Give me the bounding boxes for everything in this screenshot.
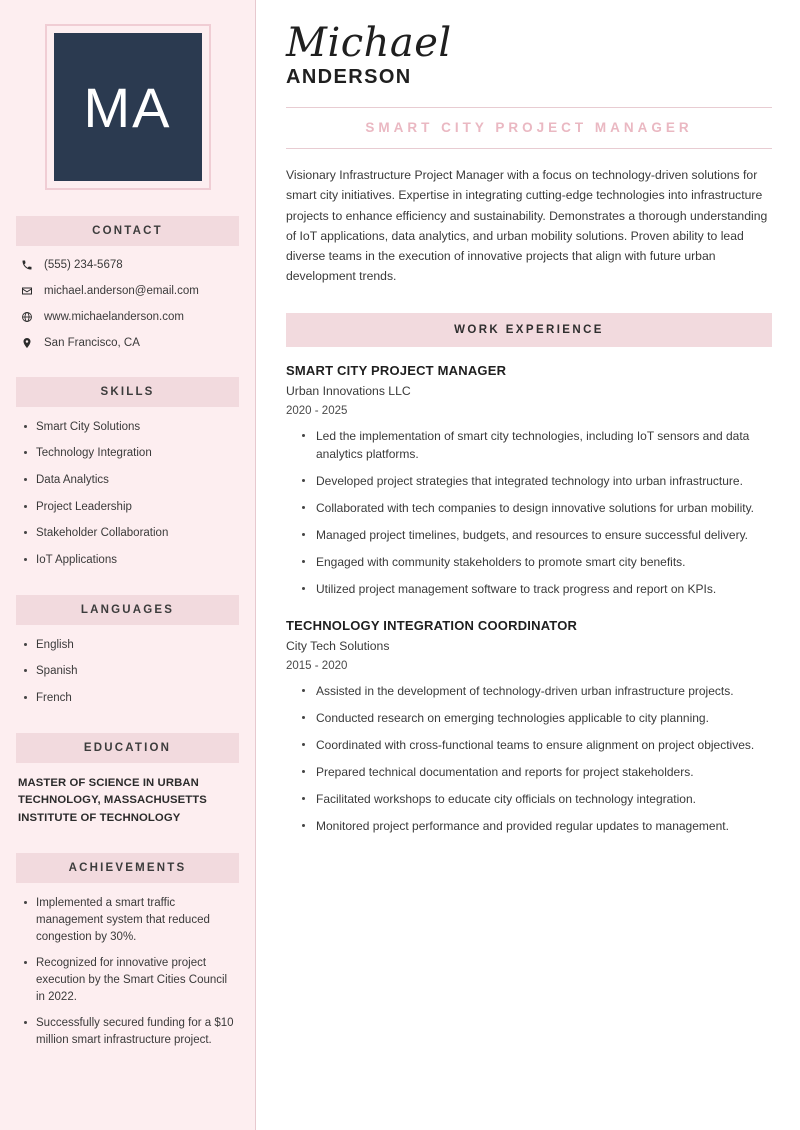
list-item: Stakeholder Collaboration [22,525,239,542]
list-item: English [22,637,239,654]
list-item: Monitored project performance and provided regular updates to management. [302,817,772,835]
job-role: TECHNOLOGY INTEGRATION COORDINATOR [286,617,578,633]
job-company: Urban Innovations LLC [286,383,411,398]
sidebar [0,0,256,1130]
contact-website-text: www.michaelanderson.com [44,310,184,323]
job-bullet-list [286,427,772,598]
list-item: IoT Applications [22,552,239,569]
list-item: Project Leadership [22,499,239,516]
list-item: Utilized project management software to track progress and report on KPIs. [302,580,772,598]
contact-item-location [20,336,239,351]
list-item: French [22,690,239,707]
main-content [256,0,800,1130]
monogram-frame [45,24,211,190]
first-name: Michael [286,20,452,66]
list-item: Prepared technical documentation and reports for project stakeholders. [302,763,772,781]
experience-entry [286,363,772,598]
achievements-list [16,895,239,1048]
globe-icon [20,311,34,323]
list-item: Coordinated with cross-functional teams to ensure alignment on project objectives. [302,736,772,754]
monogram-initials: MA [83,75,172,139]
job-dates: 2015 - 2020 [286,659,348,672]
list-item: Recognized for innovative project execution by the Smart Cities Council in 2022. [22,955,239,1005]
skills-list [16,419,239,569]
contact-list [16,258,239,351]
page-title: SMART CITY PROJECT MANAGER [365,120,693,135]
list-item: Facilitated workshops to educate city officials on technology integration. [302,790,772,808]
list-item: Assisted in the development of technology-driven urban infrastructure projects. [302,682,772,700]
contact-item-phone [20,258,239,273]
languages-list [16,637,239,707]
contact-email-text: michael.anderson@email.com [44,284,199,297]
job-company: City Tech Solutions [286,638,390,653]
list-item: Implemented a smart traffic management system that reduced congestion by 30%. [22,895,239,945]
list-item: Spanish [22,663,239,680]
job-dates: 2020 - 2025 [286,404,348,417]
skills-heading: SKILLS [16,377,239,407]
list-item: Successfully secured funding for a $10 million smart infrastructure project. [22,1015,239,1048]
location-pin-icon [20,337,34,349]
job-bullet-list [286,682,772,835]
list-item: Smart City Solutions [22,419,239,436]
contact-location-text: San Francisco, CA [44,336,140,349]
last-name: ANDERSON [286,66,412,88]
achievements-heading: ACHIEVEMENTS [16,853,239,883]
envelope-icon [20,285,34,297]
professional-summary: Visionary Infrastructure Project Manager with a focus on technology-driven solutions for smart city initiatives. Expertise in integrating cutting-edge technologies into infrastructure projects to enhance efficiency and sustainability. Demonstrates a thorough understanding of IoT applications, data analytics, and urban mobility solutions. Proven ability to lead diverse teams in the execution of innovative projects that align with future urban development trends. [286,168,768,284]
job-title-banner [286,107,772,149]
list-item: Conducted research on emerging technologies applicable to city planning. [302,709,772,727]
contact-item-website [20,310,239,325]
contact-heading: CONTACT [16,216,239,246]
list-item: Data Analytics [22,472,239,489]
contact-item-email [20,284,239,299]
languages-heading: LANGUAGES [16,595,239,625]
list-item: Led the implementation of smart city technologies, including IoT sensors and data analytics platforms. [302,427,772,463]
phone-icon [20,259,34,271]
contact-phone-text: (555) 234-5678 [44,259,123,271]
job-role: SMART CITY PROJECT MANAGER [286,362,507,378]
list-item: Technology Integration [22,445,239,462]
experience-entry [286,618,772,835]
list-item: Developed project strategies that integrated technology into urban infrastructure. [302,472,772,490]
education-heading: EDUCATION [16,733,239,763]
monogram-box [54,33,202,181]
list-item: Collaborated with tech companies to design innovative solutions for urban mobility. [302,499,772,517]
list-item: Managed project timelines, budgets, and resources to ensure successful delivery. [302,526,772,544]
education-entry: MASTER OF SCIENCE IN URBAN TECHNOLOGY, MASSACHUSETTS INSTITUTE OF TECHNOLOGY [18,776,207,824]
work-experience-heading: WORK EXPERIENCE [286,313,772,347]
list-item: Engaged with community stakeholders to promote smart city benefits. [302,553,772,571]
